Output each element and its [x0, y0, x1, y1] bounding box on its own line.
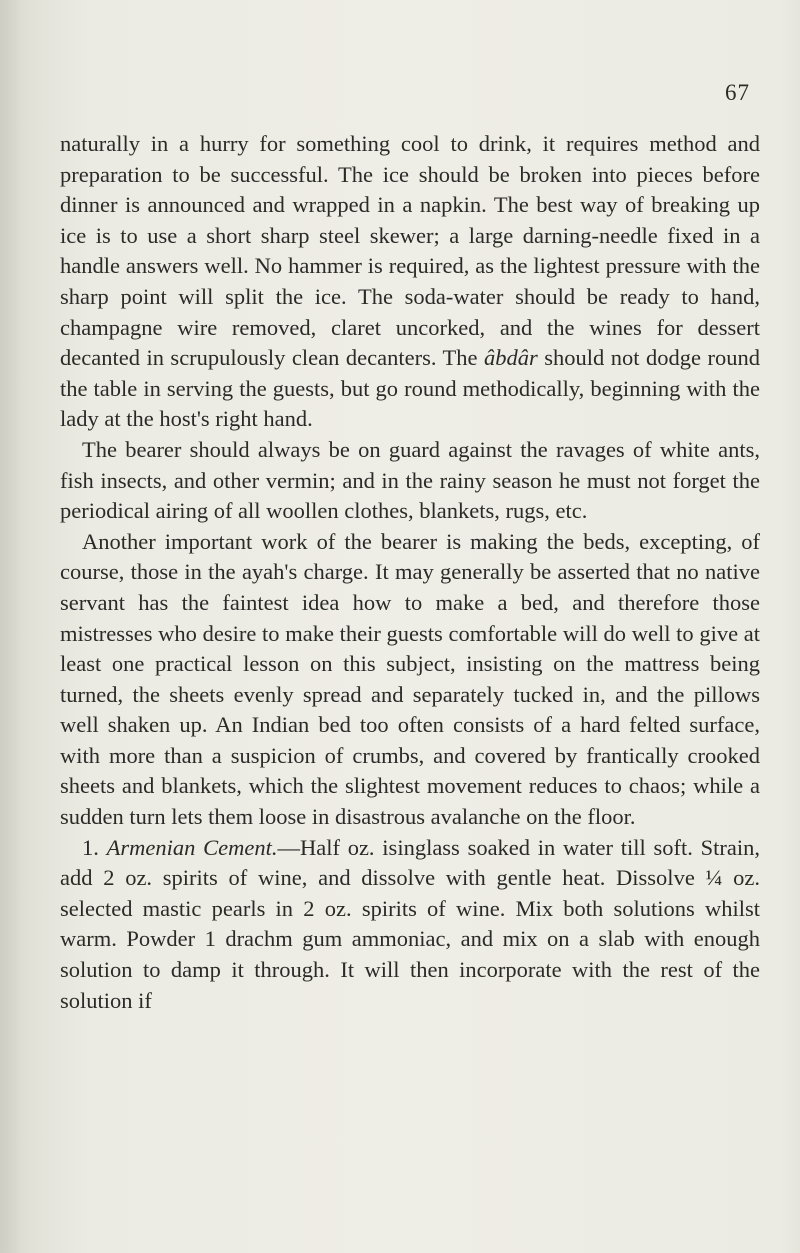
paragraph-text: naturally in a hurry for something cool to drink, it requires method and preparation to be successful. The ice should be broken into pieces before dinner is announced and wrapped in a napkin. The best way of breaking up ice is to use a short sharp steel skewer; a large darning-needle fixed in a handle answers well. No hammer is required, as the lightest pressure with the sharp point will split the ice. The soda-water should be ready to hand, champagne wire removed, claret uncorked, and the wines for dessert decanted in scrupulously clean decanters. The	[60, 131, 760, 371]
paragraph-serving-drinks	[60, 129, 760, 435]
paragraph-text-continued: should not dodge round the table in serving the guests, but go round methodically, beginning with the lady at the host's right hand.	[60, 345, 760, 432]
recipe-text: —Half oz. isinglass soaked in water till soft. Strain, add 2 oz. spirits of wine, and dissolve with gentle heat. Dissolve ¼ oz. selected mastic pearls in 2 oz. spirits of wine. Mix both solutions whilst warm. Powder 1 drachm gum ammoniac, and mix on a slab with enough solution to damp it through. It will then incorporate with the rest of the solution if	[60, 834, 761, 1013]
body-text	[60, 129, 760, 1016]
paragraph-making-beds: Another important work of the bearer is making the beds, excepting, of course, those in the ayah's charge. It may generally be asserted that no native servant has the faintest idea how to make a bed, and therefore those mistresses who desire to make their guests comfortable will do well to give at least one practical lesson on this subject, insisting on the mattress being turned, the sheets evenly spread and separately tucked in, and the pillows well shaken up. An Indian bed too often consists of a hard felted surface, with more than a suspicion of crumbs, and covered by frantically crooked sheets and blankets, which the slightest movement reduces to chaos; while a sudden turn lets them loose in disastrous avalanche on the floor.	[60, 528, 760, 830]
paragraph-vermin: The bearer should always be on guard against the ravages of white ants, fish insects, and other vermin; and in the rainy season he must not forget the periodical airing of all woollen clothes, blankets, rugs, etc.	[60, 436, 760, 524]
recipe-armenian-cement	[60, 833, 760, 1017]
page-number: 67	[725, 80, 750, 105]
recipe-title: Armenian Cement.	[106, 834, 278, 860]
recipe-number: 1.	[82, 834, 99, 860]
italic-term-abdar: âbdâr	[484, 345, 538, 371]
binding-shadow	[0, 0, 22, 1253]
